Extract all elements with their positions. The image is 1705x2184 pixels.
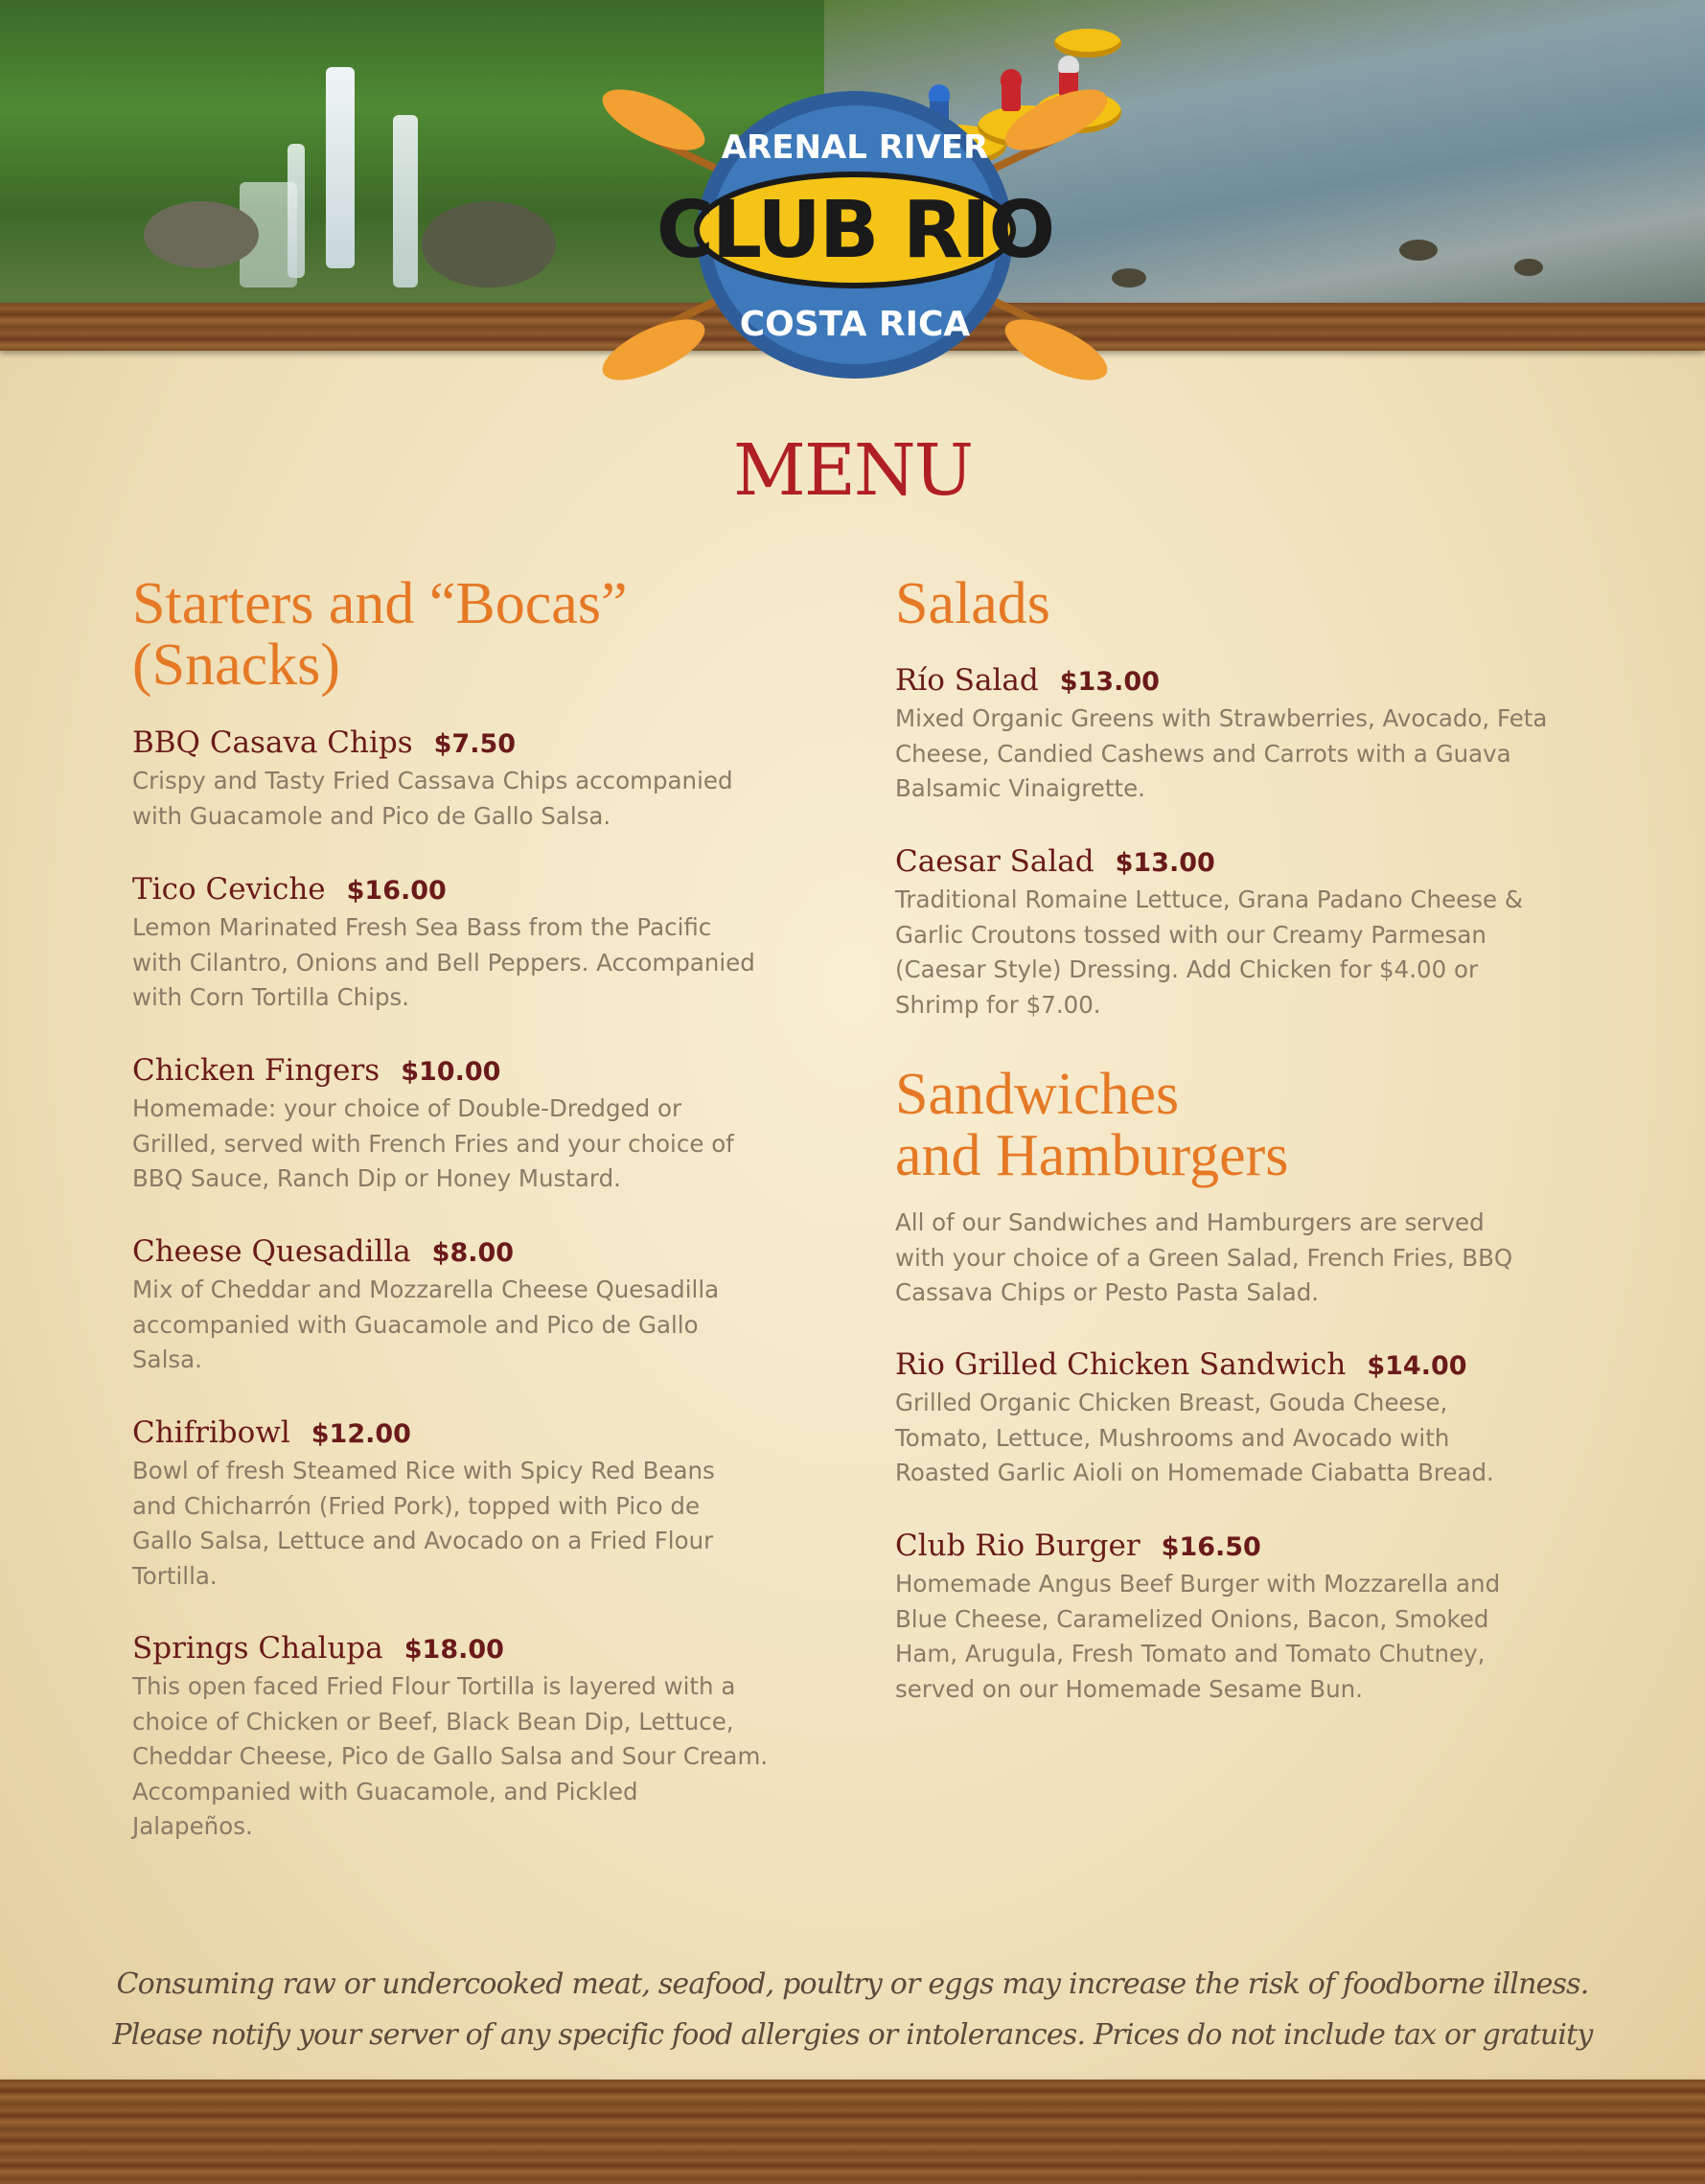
sandwiches-intro — [895, 1206, 1624, 1311]
menu-item — [132, 1629, 861, 1845]
item-name: Río Salad — [895, 663, 1039, 698]
item-price: $14.00 — [1367, 1351, 1467, 1381]
menu-item — [132, 1051, 861, 1197]
menu-item — [895, 1527, 1624, 1707]
item-price: $10.00 — [401, 1057, 501, 1087]
item-price: $8.00 — [431, 1238, 515, 1268]
item-price: $13.00 — [1115, 848, 1215, 878]
item-name: Club Rio Burger — [895, 1529, 1141, 1563]
page-title: MENU — [733, 429, 972, 512]
item-description: Grilled Organic Chicken Breast, Gouda Cheese, Tomato, Lettuce, Mushrooms and Avocado with Roasted Garlic Aioli on Homemade Ciabatta Bread. — [895, 1389, 1494, 1486]
salads-heading: Salads — [895, 571, 1050, 636]
starters-section — [132, 573, 861, 696]
item-description: Crispy and Tasty Fried Cassava Chips accompanied with Guacamole and Pico de Gallo Salsa. — [132, 767, 733, 830]
item-description: Homemade: your choice of Double-Dredged or Grilled, served with French Fries and your choice of BBQ Sauce, Ranch Dip or Honey Mustard. — [132, 1094, 734, 1192]
item-name: BBQ Casava Chips — [132, 725, 413, 760]
item-name: Tico Ceviche — [132, 872, 326, 907]
menu-item — [895, 1345, 1624, 1491]
section-intro: All of our Sandwiches and Hamburgers are served with your choice of a Green Salad, French Fries, BBQ Cassava Chips or Pesto Pasta Salad. — [895, 1208, 1513, 1306]
disclaimer-line-1: Consuming raw or undercooked meat, seafood, poultry or eggs may increase the risk of foodborne illness. — [116, 1967, 1589, 2001]
sandwiches-section — [895, 1064, 1624, 1186]
menu-item — [895, 842, 1624, 1023]
item-name: Chicken Fingers — [132, 1053, 380, 1088]
item-name: Caesar Salad — [895, 844, 1094, 879]
svg-text:COSTA RICA: COSTA RICA — [739, 305, 971, 344]
menu-item — [132, 1414, 861, 1594]
item-price: $7.50 — [433, 729, 517, 759]
svg-text:ARENAL RIVER: ARENAL RIVER — [721, 128, 989, 167]
club-rio-logo — [587, 77, 1123, 393]
item-description: Homemade Angus Beef Burger with Mozzarella and Blue Cheese, Caramelized Onions, Bacon, Smoked Ham, Arugula, Fresh Tomato and Tomato Chutney, served on our Homemade Sesame Bun. — [895, 1570, 1501, 1703]
item-name: Cheese Quesadilla — [132, 1234, 411, 1269]
menu-item — [132, 724, 861, 834]
item-name: Rio Grilled Chicken Sandwich — [895, 1347, 1347, 1382]
starters-heading: Starters and “Bocas” — [132, 571, 628, 636]
item-description: Lemon Marinated Fresh Sea Bass from the Pacific with Cilantro, Onions and Bell Peppers. Accompanied with Corn Tortilla Chips. — [132, 913, 755, 1011]
item-price: $16.00 — [346, 876, 447, 906]
item-description: Bowl of fresh Steamed Rice with Spicy Red Beans and Chicharrón (Fried Pork), topped with Pico de Gallo Salsa, Lettuce and Avocado on a Fried Flour Tortilla. — [132, 1457, 715, 1590]
disclaimer-line-2: Please notify your server of any specific food allergies or intolerances. Prices do not include tax or gratuity — [112, 2018, 1593, 2052]
item-description: Traditional Romaine Lettuce, Grana Padano Cheese & Garlic Croutons tossed with our Creamy Parmesan (Caesar Style) Dressing. Add Chicken for $4.00 or Shrimp for $7.00. — [895, 885, 1523, 1019]
svg-text:CLUB RIO: CLUB RIO — [656, 185, 1054, 276]
item-price: $16.50 — [1161, 1532, 1261, 1562]
item-name: Springs Chalupa — [132, 1631, 383, 1666]
sandwiches-heading: Sandwiches — [895, 1062, 1180, 1127]
salads-section — [895, 573, 1624, 634]
item-description: Mixed Organic Greens with Strawberries, Avocado, Feta Cheese, Candied Cashews and Carrots with a Guava Balsamic Vinaigrette. — [895, 704, 1548, 802]
menu-item — [132, 870, 861, 1016]
item-name: Chifribowl — [132, 1415, 290, 1450]
item-price: $13.00 — [1059, 667, 1160, 697]
item-price: $12.00 — [311, 1419, 411, 1449]
sandwiches-subheading: and Hamburgers — [895, 1123, 1289, 1188]
menu-item — [895, 661, 1624, 807]
bottom-wood-plank — [0, 2080, 1705, 2184]
item-description: This open faced Fried Flour Tortilla is layered with a choice of Chicken or Beef, Black Bean Dip, Lettuce, Cheddar Cheese, Pico de Gallo Salsa and Sour Cream. Accompanied with Guacamole, and Pickled Jalapeños. — [132, 1672, 769, 1840]
menu-item — [132, 1232, 861, 1378]
starters-subheading: (Snacks) — [132, 632, 340, 698]
item-description: Mix of Cheddar and Mozzarella Cheese Quesadilla accompanied with Guacamole and Pico de Gallo Salsa. — [132, 1276, 720, 1373]
item-price: $18.00 — [403, 1635, 504, 1665]
